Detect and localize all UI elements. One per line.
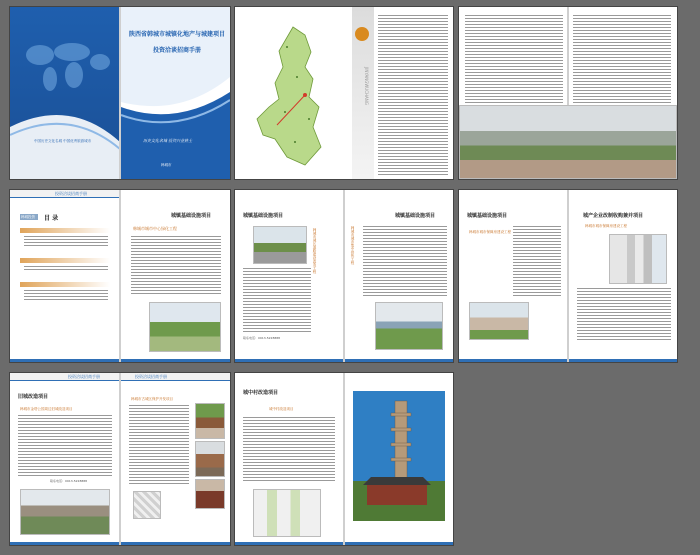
section-title-real-estate: 城产企业改制收购兼并项目 bbox=[583, 213, 644, 219]
old-town-spread bbox=[10, 373, 230, 545]
project-2-contact: 联系电话：0913-5228888 bbox=[243, 336, 281, 340]
pagoda-photo bbox=[345, 373, 453, 545]
project-tag-3: 韩城市城市集中供热工程 bbox=[351, 226, 355, 265]
project-5-contact: 联系电话：0913-5228888 bbox=[50, 479, 88, 483]
residential-photo bbox=[469, 302, 529, 340]
intro-page bbox=[352, 7, 453, 179]
toc-title: 目 录 bbox=[44, 215, 59, 222]
old-town-aerial-photo bbox=[20, 489, 110, 535]
project-4-text bbox=[513, 226, 561, 296]
map-spread bbox=[235, 7, 453, 179]
old-town-header-label: 投资洽谈招商手册 bbox=[68, 374, 100, 379]
project-tag-real-estate: 韩城市城市保障房建设工程 bbox=[585, 224, 627, 228]
section-title-urban-infra-3: 城镇基础设施项目 bbox=[395, 213, 436, 219]
high-rise-photo bbox=[609, 234, 667, 284]
village-page-2 bbox=[345, 373, 453, 545]
project-3-text bbox=[363, 226, 447, 296]
map-page bbox=[235, 7, 352, 179]
site-plan-image bbox=[253, 489, 321, 537]
toc-spread bbox=[10, 190, 230, 362]
real-estate-page bbox=[569, 190, 677, 362]
toc-bar-3 bbox=[20, 282, 110, 287]
temple-photo-2 bbox=[195, 441, 225, 477]
old-town-page-2 bbox=[121, 373, 230, 545]
toc-entries-2 bbox=[24, 266, 108, 272]
back-cover bbox=[10, 7, 120, 179]
back-cover-org: 中国历史文化名城 中国优秀旅游城市 bbox=[34, 139, 92, 143]
overview-text-right bbox=[573, 15, 671, 103]
temple-photo-1 bbox=[195, 403, 225, 439]
village-page-1 bbox=[235, 373, 343, 545]
side-vertical-text: JINYANGWUCHANG bbox=[364, 67, 369, 105]
overview-gutter bbox=[567, 7, 569, 105]
cover-subtitle: 投资洽谈招商手册 bbox=[153, 47, 202, 54]
section-title-urban-infra-1: 城镇基础设施项目 bbox=[171, 213, 212, 219]
road-photo bbox=[253, 226, 307, 264]
project-6-text bbox=[129, 405, 189, 485]
project-7-text bbox=[243, 417, 335, 483]
toc-bar-1 bbox=[20, 228, 110, 233]
cover-publisher: 韩城市 bbox=[161, 163, 172, 167]
front-cover bbox=[121, 7, 230, 179]
toc-entries-3 bbox=[24, 290, 108, 302]
project-tag-4: 韩城市城市保障房建设工程 bbox=[469, 230, 511, 234]
section-title-village: 城中村改造项目 bbox=[243, 390, 279, 396]
project-tag-7: 城中村改造项目 bbox=[269, 407, 294, 411]
overview-text-left bbox=[465, 15, 563, 103]
toc-page bbox=[10, 190, 119, 362]
urban-infra-page-2 bbox=[235, 190, 343, 362]
city-square-photo bbox=[459, 105, 677, 179]
village-spread bbox=[235, 373, 453, 545]
section-title-urban-infra-2: 城镇基础设施项目 bbox=[243, 213, 284, 219]
urban-infra-page-4 bbox=[459, 190, 567, 362]
toc-badge: 韩城投资 bbox=[21, 215, 35, 219]
seal-icon bbox=[355, 27, 369, 41]
real-estate-text bbox=[577, 288, 671, 340]
project-tag-5: 韩城市金塔公园周边旧城改造项目 bbox=[20, 407, 73, 411]
urban-infra-page-1 bbox=[121, 190, 230, 362]
blurred-qr-image bbox=[133, 491, 161, 519]
old-town-header-label-2: 投资洽谈招商手册 bbox=[135, 374, 167, 379]
temple-photo-3 bbox=[195, 479, 225, 509]
section-title-urban-infra-4: 城镇基础设施项目 bbox=[467, 213, 508, 219]
urban-infra-page-3 bbox=[345, 190, 453, 362]
cover-tagline: 历史文化名城 投资兴业热土 bbox=[143, 138, 193, 143]
project-tag-6: 韩城市古城区保护开发项目 bbox=[131, 397, 173, 401]
cover-title: 陕西省韩城市城镇化地产与城建项目 bbox=[129, 31, 226, 38]
cover-spread bbox=[10, 7, 230, 179]
section-title-old-town: 旧城改造项目 bbox=[18, 394, 49, 400]
old-town-page-1 bbox=[10, 373, 119, 545]
project-1-text bbox=[131, 236, 221, 296]
overview-spread bbox=[459, 7, 677, 179]
project-5-text bbox=[18, 415, 112, 477]
project-2-text bbox=[243, 268, 311, 332]
project-tag-1: 韩城市城市中心绿化工程 bbox=[133, 226, 177, 231]
project-tag-2: 韩城市城区道路建设改造工程 bbox=[313, 228, 317, 274]
world-map-graphic bbox=[10, 7, 120, 179]
park-photo bbox=[149, 302, 221, 352]
toc-header-label: 投资洽谈招商手册 bbox=[55, 191, 87, 196]
urban-infra-spread bbox=[235, 190, 453, 362]
toc-entries-1 bbox=[24, 236, 108, 248]
toc-bar-2 bbox=[20, 258, 110, 263]
shaanxi-map bbox=[235, 7, 352, 179]
real-estate-spread bbox=[459, 190, 677, 362]
intro-text-block bbox=[378, 15, 448, 175]
plaza-photo bbox=[375, 302, 443, 350]
